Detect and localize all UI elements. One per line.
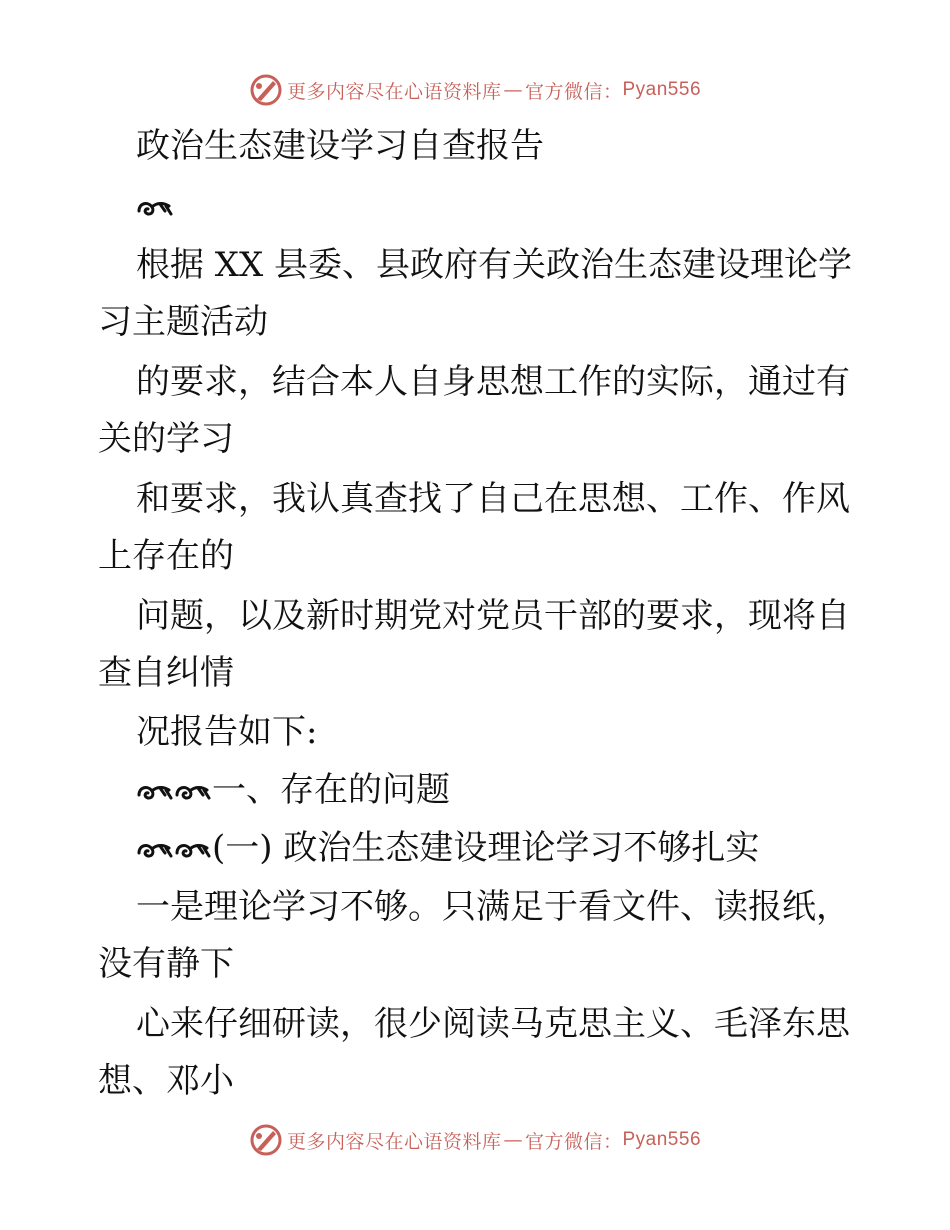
banner-wechat-id: Pyan556 (622, 79, 702, 100)
para-2-line-2: 关的学习 (98, 419, 234, 459)
banner-dash: — (503, 1129, 523, 1151)
para-4-line-1: 问题，以及新时期党对党员干部的要求，现将自 (136, 596, 850, 636)
para-2-line-1: 的要求，结合本人自身思想工作的实际，通过有 (136, 362, 850, 402)
banner-wechat-label: 官方微信： (524, 80, 623, 103)
heading-2 (0, 828, 950, 868)
brand-logo-icon (249, 1123, 283, 1157)
document-title: 政治生态建设学习自查报告 (136, 126, 544, 166)
para-3-line-2: 上存在的 (98, 536, 234, 576)
heading-1-text: 一、存在的问题 (212, 770, 450, 810)
ornament-icon (136, 197, 174, 219)
heading-2-text: (一) 政治生态建设理论学习不够扎实 (212, 828, 760, 868)
para-1-line-2: 习主题活动 (98, 302, 268, 342)
heading-1 (0, 770, 950, 810)
para-7-line-2: 想、邓小 (98, 1061, 234, 1101)
para-1-line-1: 根据 XX 县委、县政府有关政治生态建设理论学 (136, 245, 853, 285)
banner-wechat-label: 官方微信： (524, 1130, 623, 1153)
ornament-icon (174, 839, 212, 861)
ornament-line (0, 186, 950, 226)
ornament-icon (136, 781, 174, 803)
banner-text: 更多内容尽在心语资料库 (286, 80, 502, 103)
para-5-line-1: 况报告如下: (136, 712, 318, 752)
ornament-icon (136, 839, 174, 861)
banner-dash: — (503, 79, 523, 101)
ornament-icon (174, 781, 212, 803)
para-6-line-2: 没有静下 (98, 944, 234, 984)
para-7-line-1: 心来仔细研读，很少阅读马克思主义、毛泽东思 (136, 1004, 850, 1044)
banner-wechat-id: Pyan556 (622, 1129, 702, 1150)
footer-banner (0, 1120, 950, 1160)
header-banner (0, 70, 950, 110)
para-3-line-1: 和要求，我认真查找了自己在思想、工作、作风 (136, 479, 850, 519)
para-4-line-2: 查自纠情 (98, 653, 234, 693)
para-6-line-1: 一是理论学习不够。只满足于看文件、读报纸， (136, 887, 850, 927)
banner-text: 更多内容尽在心语资料库 (286, 1130, 502, 1153)
brand-logo-icon (249, 73, 283, 107)
